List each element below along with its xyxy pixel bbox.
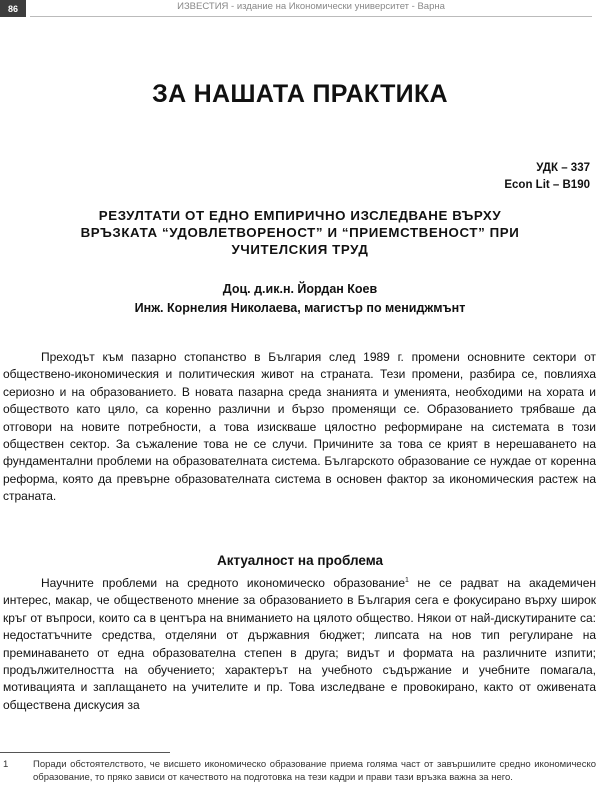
footnote-text: Поради обстоятелството, че висшето икономическо образование приема голяма част от завършилите средно икономическо образование, то пряко зависи от качеството на подготовка на тези кадри и прави тази връзка важна за него.: [33, 759, 596, 783]
classification-codes: [504, 160, 590, 194]
article-title: РЕЗУЛТАТИ ОТ ЕДНО ЕМПИРИЧНО ИЗСЛЕДВАНЕ ВЪРХУ ВРЪЗКАТА “УДОВЛЕТВОРЕНОСТ” И “ПРИЕМСТВЕНОСТ” ПРИ УЧИТЕЛСКИЯ ТРУД: [80, 208, 520, 257]
intro-paragraph: Преходът към пазарно стопанство в България след 1989 г. промени основните сектори от обществено-икономическия и политическия живот на страната. Тези промени, разбира се, повлияха сериозно и на образованието. В новата пазарна среда знанията и уменията, необходими на хората и обществото като цяло, са коренно различни и бързо променящи се. Образованието трябваше да отговори на новите потребности, а това изискваше цялостно реформиране на системата в този обществен сектор. За съжаление това не се случи. Причините за това се крият в нерешаването на фундаментални проблеми на образователната система. Българското образование се нуждае от коренна реформа, която да превърне образователната система в основен фактор за икономическия растеж на страната.: [3, 350, 596, 504]
author-2: Инж. Корнелия Николаева, магистър по мениджмънт: [134, 301, 466, 315]
footnote: [3, 758, 596, 784]
subheading: Актуалност на проблема: [216, 553, 384, 568]
intro-text: [3, 349, 596, 506]
econlit-code: Econ Lit – B190: [504, 179, 590, 191]
paragraph-2-start: Научните проблеми на средното икономическо образование: [41, 576, 406, 590]
running-header: ИЗВЕСТИЯ - издание на Икономически университет - Варна: [30, 0, 592, 17]
paragraph-2-rest: не се радват на академичен интерес, макар, че общественото мнение за образованието в България сега е фокусирано върху широк кръг от въпроси, които са в центъра на вниманието на цялото общество. Някои от най-дискутираните са: недостатъчните средства, отделяни от държавния бюджет; липсата на нов тип регулиране на преминаването от една образователна степен в друга; видът и формата на различните изпити; продължителността на обучението; характерът на учебното съдържание и учебните помагала, мотивацията и заплащането на учителите и пр. Това изследване е провокирано, както от оживената обществена дискусия за: [3, 576, 597, 712]
footnote-divider: [0, 752, 170, 753]
paragraph-2: [3, 575, 596, 714]
author-1: Доц. д.ик.н. Йордан Коев: [222, 282, 378, 296]
authors: [0, 280, 600, 318]
footnote-mark: 1: [3, 759, 9, 770]
footnote-reference[interactable]: 1: [405, 577, 409, 584]
udc-code: УДК – 337: [536, 162, 590, 174]
page-number: 86: [0, 0, 26, 17]
section-title: ЗА НАШАТА ПРАКТИКА: [152, 80, 448, 108]
section-text: [3, 575, 596, 714]
